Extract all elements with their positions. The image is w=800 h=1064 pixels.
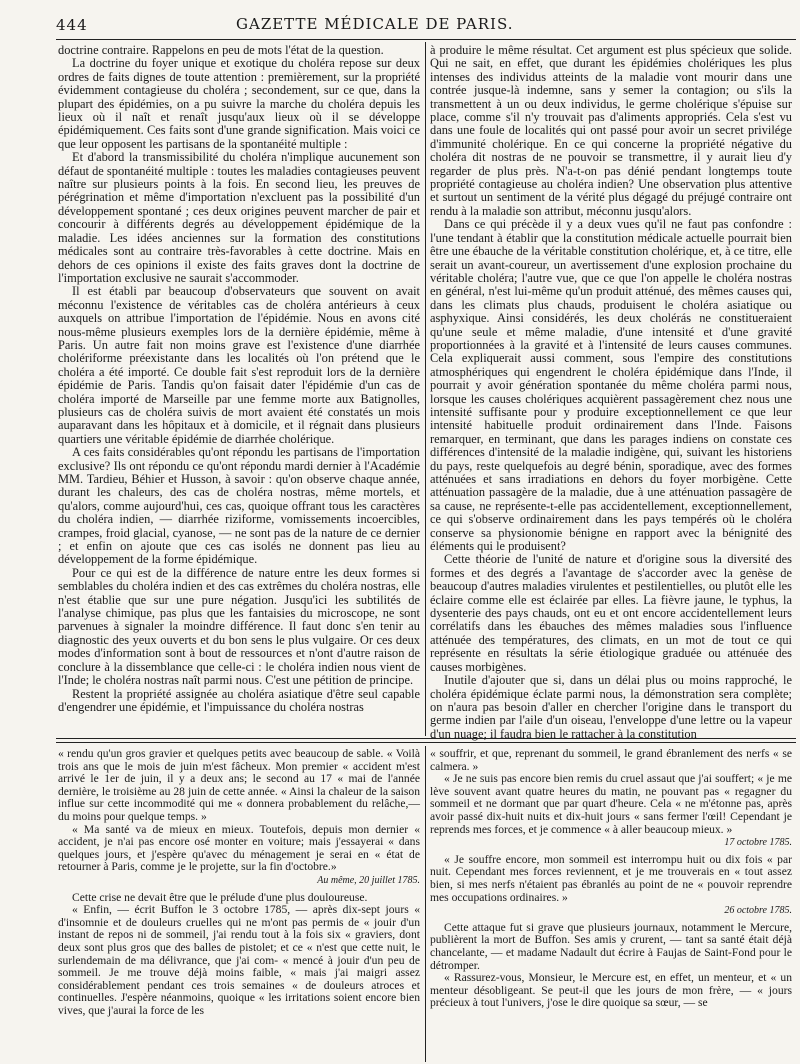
lower-left-column [58, 748, 420, 1060]
paragraph: à produire le même résultat. Cet argument est plus spécieux que solide. Qui ne sait, en effet, que durant les épidémies cholériques les plus intenses des individus atteints de la maladie vont mourir dans une contrée jusque-là indemne, sans y semer la contagion; ou s'ils la transmettent à un ou deux individus, le germe cholérique s'épuise sur place, comme s'il n'y trouvait pas d'aliments appropriés. Cela s'est vu dans une foule de localités qui ont passé pour avoir un secret privilége d'immunité cholérique. En ce qui concerne la propriété négative du choléra dit nostras de ne pouvoir se transmettre, il y aurait lieu d'y regarder de plus près. N'a-t-on pas dénié pendant longtemps toute propriété contagieuse au choléra indien? Une observation plus attentive et surtout un sentiment de la vérité plus dégagé du préjugé contraire ont rendu à la maladie son attribut, méconnu jusqu'alors. [430, 43, 792, 218]
paragraph: Inutile d'ajouter que si, dans un délai plus ou moins rapproché, le choléra épidémique éclate parmi nous, la démonstration sera complète; on n'aura pas besoin d'aller en chercher l'origine dans le transport du germe indien par l'aile d'un oiseau, l'enveloppe d'une lettre ou la vapeur d'un nuage; il faudra bien le rattacher à la constitution [430, 673, 792, 741]
letter-excerpt: « rendu qu'un gros gravier et quelques petits avec beaucoup de sable. « Voilà trois ans que le mois de juin m'est fâcheux. Mon premier « accident m'est arrivé le 1er de juin, il y a deux ans; le second au 17 « mai de l'année dernière, le troisième au 28 juin de cette année. « Ainsi la chaleur de la saison influe sur cette incommodité qui me « donnera probablement du relâche,— du moins pour quelque temps. » [58, 747, 420, 823]
feuilleton-rule-bottom [56, 742, 796, 743]
column-divider [425, 42, 426, 736]
letter-excerpt: « Rassurez-vous, Monsieur, le Mercure est, en effet, un menteur, et « un menteur désobligeant. Se peut-il que les jours de mon frère, — « jours précieux à tout l'univers, j'ose le dire quoique sa sœur, — se [430, 971, 792, 1010]
page-number: 444 [56, 16, 88, 34]
paragraph: Et d'abord la transmissibilité du choléra n'implique aucunement son défaut de spontanéité multiple : toutes les maladies contagieuses peuvent naître sur plusieurs points à la fois. En second lieu, les preuves de pérégrination et même d'importation n'excluent pas la possibilité d'un développement spontané ; ces deux origines peuvent marcher de pair et concourir à différents degrés au développement épidémique de la maladie. Les idées anciennes sur la formation des constitutions médicales sont au contraire très-favorables à cette doctrine. Mais en dehors de ces opinions il existe des faits graves dont la doctrine de l'importation exclusive ne saurait s'accommoder. [58, 150, 420, 285]
journal-title: GAZETTE MÉDICALE DE PARIS. [236, 15, 514, 33]
letter-excerpt: « Enfin, — écrit Buffon le 3 octobre 1785, — après dix-sept jours « d'insomnie et de douleurs cruelles qui ne m'ont pas permis de « jouir d'un instant de repos ni de sommeil, j'ai rendu tout à la fois six « graviers, dont deux sont plus gros que des balles de pistolet; et ce « n'est que cette nuit, le surlendemain de ma délivrance, que j'ai com- « mencé à jouir d'un peu de sommeil. Je me trouve déjà moins faible, « mais j'ai maigri assez considérablement pendant ces trois semaines « de douleurs atroces et continuelles. J'espère néanmoins, quoique « les irritations soient encore bien vives, que j'aurai la force de les [58, 903, 420, 1017]
upper-right-column [430, 43, 792, 741]
lower-right-column [430, 748, 792, 1060]
paragraph: Restent la propriété assignée au choléra asiatique d'être seul capable d'engendrer une épidémie, et l'impuissance du choléra nostras [58, 686, 420, 714]
paragraph: La doctrine du foyer unique et exotique du choléra repose sur deux ordres de faits dignes de toute attention : premièrement, sur la propriété évidemment contagieuse du choléra ; secondement, sur ce que, dans la plupart des épidémies, on a pu suivre la marche du choléra depuis les lieux où il naît et renaît jusqu'aux lieux où il se développe épidémiquement. Ces faits sont d'une grande signification. Mais voici ce que leur opposent les partisans de la spontanéité multiple : [58, 56, 420, 151]
paragraph: Il est établi par beaucoup d'observateurs que souvent on avait méconnu l'existence de véritables cas de choléra antérieurs à ceux auxquels on attribue l'importation de l'épidémie. Nous en avons cité nous-même plusieurs exemples lors de la dernière épidémie, même à Paris. Un autre fait non moins grave est l'existence d'une diarrhée cholériforme préexistante dans les localités où l'on prétend que le choléra a été importé. Ce double fait s'est reproduit lors de la dernière épidémie de Paris. Tandis qu'on faisait dater l'épidémie d'un cas de choléra importé de Marseille par une femme morte aux Batignolles, plusieurs cas de choléra suivis de mort avaient été constatés un mois auparavant dans les hôpitaux et à domicile, et il régnait dans plusieurs quartiers une véritable épidémie de diarrhée cholérique. [58, 284, 420, 446]
header-rule [56, 39, 796, 40]
letter-date: Au même, 20 juillet 1785. [317, 874, 420, 886]
paragraph: doctrine contraire. Rappelons en peu de mots l'état de la question. [58, 43, 384, 57]
paragraph: Pour ce qui est de la différence de nature entre les deux formes si semblables du choléra indien et des cas extrêmes du choléra nostras, elle n'est établie que sur une pure négation. Jusqu'ici les subtilités de l'analyse chimique, pas plus que les fantaisies du microscope, ne sont parvenues à signaler la moindre différence. Il faut donc s'en tenir au diagnostic des yeux ouverts et du bon sens le plus vulgaire. Or ces deux modes d'information sont à bout de ressources et n'ont d'autre raison de conclure à la dissemblance que celle-ci : le choléra indien nous vient de l'Inde; le choléra nostras naît parmi nous. C'est une pétition de principe. [58, 565, 420, 688]
letter-excerpt: « souffrir, et que, reprenant du sommeil, le grand ébranlement des nerfs « se calmera. » [430, 747, 792, 773]
letter-excerpt: « Ma santé va de mieux en mieux. Toutefois, depuis mon dernier « accident, je n'ai pas encore osé monter en voiture; mais j'essayerai « dans quelques jours, et j'espère qu'avec du ménagement je serai en « état de retourner à Paris, comme je le projette, sur la fin d'octobre.» [58, 822, 420, 874]
letter-excerpt: « Je souffre encore, mon sommeil est interrompu huit ou dix fois « par nuit. Cependant mes forces reviennent, et je me trouverais en « tout assez bien, si mes nerfs n'étaient pas ébranlés au point de ne « pouvoir reprendre mes occupations ordinaires. » [430, 852, 792, 904]
upper-left-column [58, 44, 420, 732]
paragraph: A ces faits considérables qu'ont répondu les partisans de l'importation exclusive? Ils ont répondu ce qu'ont répondu mardi dernier à l'Académie MM. Tardieu, Béhier et Husson, à savoir : qu'on observe chaque année, durant les chaleurs, des cas de choléra nostras, même mortels, et qu'alors, comme aujourd'hui, ces cas, quoique offrant tous les caractères du choléra indien, — diarrhée riziforme, vomissements incoercibles, crampes, froid glacial, cyanose, — ne sont pas de la nature de ce dernier ; et enfin on ajoute que ces cas isolés ne donnent pas lieu au développement de la forme épidémique. [58, 445, 420, 567]
feuilleton-rule-top [56, 738, 796, 739]
paragraph: Cette attaque fut si grave que plusieurs journaux, notamment le Mercure, publièrent la mort de Buffon. Ses amis y crurent, — tant sa santé était déjà chancelante, — et madame Nadault dut écrire à Faujas de Saint-Fond pour le détromper. [430, 920, 792, 972]
paragraph: Dans ce qui précède il y a deux vues qu'il ne faut pas confondre : l'une tendant à établir que la constitution médicale actuelle pourrait bien être une ébauche de la véritable constitution cholérique, et, à ce titre, elle serait un avant-coureur, un avertissement d'une explosion prochaine du véritable choléra; l'autre vue, que ce que l'on appelle le choléra nostras en général, n'est lui-même qu'un produit atténué, des mêmes causes qui, dans les climats plus chauds, produisent le choléra asiatique ou asphyxique. Ainsi considérés, les deux cholérás ne constitueraient qu'une seule et même maladie, d'une intensité et d'une gravité proportionnées à la gravité et à l'intensité de leurs causes communes. Cela expliquerait aussi comment, sous l'empire des constitutions atmosphériques qui engendrent le choléra épidémique dans l'Inde, il pourrait y avoir génération spontanée du même choléra parmi nous, lorsque les causes cholériques acquièrent passagèrement chez nous une intensité suffisante pour y produire exceptionnellement ce que leur intensité habituelle produit ordinairement dans l'Inde. Faisons remarquer, en terminant, que dans les parages indiens on constate ces différences d'intensité de la maladie indigène, qui, suivant les historiens du pays, reste quelquefois au degré bénin, sporadique, avec des formes atténuées et sans irradiations en dehors du foyer morbigène. Cette atténuation passagère de la maladie, due à une atténuation passagère de sa cause, ne représente-t-elle pas accidentellement, exceptionnellement, ce qui s'observe ordinairement dans les pays tempérés où le choléra conserve sa physionomie bénigne en rapport avec la bénignité des éléments qui le produisent? [430, 217, 792, 554]
letter-date: 26 octobre 1785. [724, 905, 792, 917]
paragraph: Cette crise ne devait être que le prélude d'une plus douloureuse. [72, 890, 368, 904]
letter-date: 17 octobre 1785. [724, 837, 792, 849]
page-header [56, 12, 796, 38]
letter-excerpt: « Je ne suis pas encore bien remis du cruel assaut que j'ai souffert; « je me lève souvent avant quatre heures du matin, ne pouvant pas « regagner du sommeil et ne dormant que par quart d'heure. Cela « ne m'étonne pas, après avoir passé dix-huit nuits et dix-huit jours « sans fermer l'œil! Cependant je reprends mes forces, et je commence « à aller beaucoup mieux. » [430, 772, 792, 836]
paragraph: Cette théorie de l'unité de nature et d'origine sous la diversité des formes et des degrés a l'avantage de s'accorder avec la genèse de beaucoup d'autres maladies virulentes et pestilentielles, ou plutôt elle les éclaire comme elle est éclairée par elles. La fièvre jaune, le typhus, la dysenterie des pays chauds, ont eu et ont encore accidentellement leurs corrélatifs dans les ébauches des mêmes maladies sous l'influence atténuée des températures, des climats, en un mot de tout ce qui représente en résultats la série étiologique graduée ou atténuée des causes morbigènes. [430, 552, 792, 674]
column-divider [425, 746, 426, 1062]
